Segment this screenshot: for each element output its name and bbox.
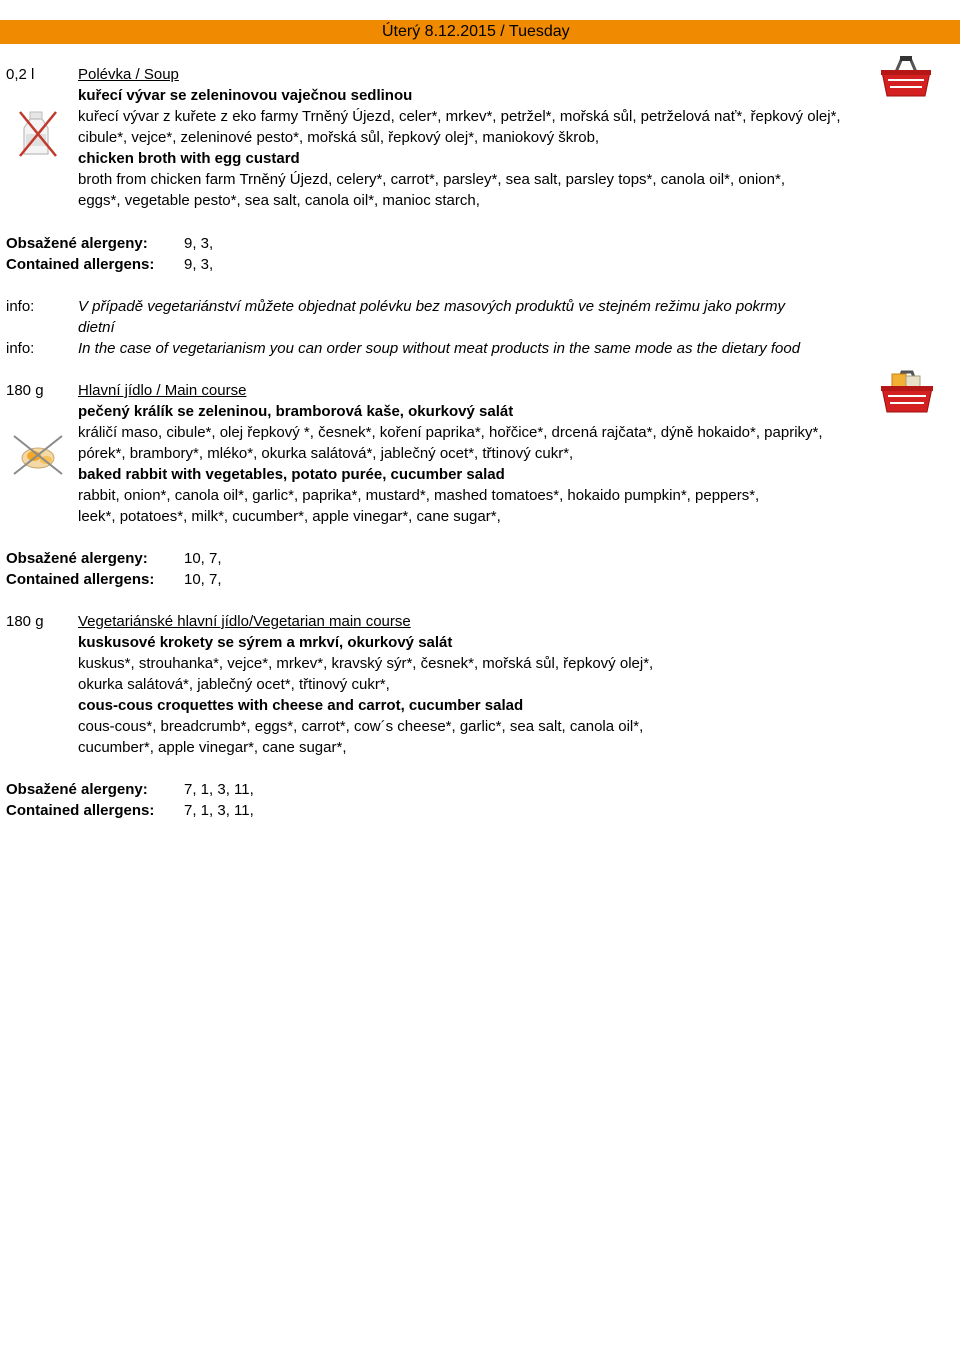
veg-category: Vegetariánské hlavní jídlo/Vegetarian main course — [78, 613, 411, 630]
main-ingredients-cz: pórek*, brambory*, mléko*, okurka salátová*, jablečný ocet*, třtinový cukr*, — [78, 445, 574, 462]
veg-portion: 180 g — [6, 613, 44, 630]
soup-ingredients-en: broth from chicken farm Trněný Újezd, celery*, carrot*, parsley*, sea salt, parsley tops*, canola oil*, onion*, — [78, 171, 785, 188]
soup-allergens-cz-label: Obsažené alergeny: — [6, 235, 148, 252]
veg-allergens-en-value: 7, 1, 3, 11, — [184, 802, 254, 819]
no-milk-icon — [14, 108, 62, 158]
main-ingredients-cz: králičí maso, cibule*, olej řepkový *, česnek*, koření paprika*, hořčice*, drcená rajčata*, dýně hokaido*, papriky*, — [78, 424, 823, 441]
main-allergens-en-value: 10, 7, — [184, 571, 222, 588]
main-name-en: baked rabbit with vegetables, potato purée, cucumber salad — [78, 466, 505, 483]
soup-ingredients-cz: kuřecí vývar z kuřete z eko farmy Trněný Újezd, celer*, mrkev*, petržel*, mořská sůl, petrželová nať*, řepkový olej*, — [78, 108, 841, 125]
info-text-cz: V případě vegetariánství můžete objednat polévku bez masových produktů ve stejném režimu jako pokrmy — [78, 298, 786, 315]
main-portion: 180 g — [6, 382, 44, 399]
veg-allergens-cz-label: Obsažené alergeny: — [6, 781, 148, 798]
date-header: Úterý 8.12.2015 / Tuesday — [382, 23, 570, 40]
soup-name-en: chicken broth with egg custard — [78, 150, 300, 167]
main-ingredients-en: leek*, potatoes*, milk*, cucumber*, apple vinegar*, cane sugar*, — [78, 508, 501, 525]
info-text-cz: dietní — [78, 319, 115, 336]
main-ingredients-en: rabbit, onion*, canola oil*, garlic*, paprika*, mustard*, mashed tomatoes*, hokaido pumpkin*, peppers*, — [78, 487, 760, 504]
main-allergens-en-label: Contained allergens: — [6, 571, 155, 588]
soup-portion: 0,2 l — [6, 66, 35, 83]
main-category: Hlavní jídlo / Main course — [78, 382, 247, 399]
veg-name-cz: kuskusové krokety se sýrem a mrkví, okurkový salát — [78, 634, 453, 651]
basket-full-icon — [878, 366, 936, 416]
soup-ingredients-cz: cibule*, vejce*, zeleninové pesto*, mořská sůl, řepkový olej*, maniokový škrob, — [78, 129, 600, 146]
veg-name-en: cous-cous croquettes with cheese and carrot, cucumber salad — [78, 697, 524, 714]
date-header-bar — [0, 20, 960, 44]
soup-ingredients-en: eggs*, vegetable pesto*, sea salt, canola oil*, manioc starch, — [78, 192, 480, 209]
veg-ingredients-cz: okurka salátová*, jablečný ocet*, třtinový cukr*, — [78, 676, 390, 693]
veg-allergens-cz-value: 7, 1, 3, 11, — [184, 781, 254, 798]
soup-allergens-en-value: 9, 3, — [184, 256, 214, 273]
soup-name-cz: kuřecí vývar se zeleninovou vaječnou sedlinou — [78, 87, 413, 104]
veg-ingredients-en: cous-cous*, breadcrumb*, eggs*, carrot*, cow´s cheese*, garlic*, sea salt, canola oil*, — [78, 718, 644, 735]
soup-category: Polévka / Soup — [78, 66, 179, 83]
veg-allergens-en-label: Contained allergens: — [6, 802, 155, 819]
basket-icon — [878, 54, 934, 100]
soup-allergens-en-label: Contained allergens: — [6, 256, 155, 273]
info-text-en: In the case of vegetarianism you can order soup without meat products in the same mode as the dietary food — [78, 340, 801, 357]
veg-ingredients-cz: kuskus*, strouhanka*, vejce*, mrkev*, kravský sýr*, česnek*, mořská sůl, řepkový olej*, — [78, 655, 654, 672]
soup-allergens-cz-value: 9, 3, — [184, 235, 214, 252]
veg-ingredients-en: cucumber*, apple vinegar*, cane sugar*, — [78, 739, 347, 756]
main-name-cz: pečený králík se zeleninou, bramborová kaše, okurkový salát — [78, 403, 514, 420]
info-label: info: — [6, 298, 35, 315]
main-allergens-cz-value: 10, 7, — [184, 550, 222, 567]
info-label: info: — [6, 340, 35, 357]
main-allergens-cz-label: Obsažené alergeny: — [6, 550, 148, 567]
no-egg-icon — [10, 432, 66, 476]
